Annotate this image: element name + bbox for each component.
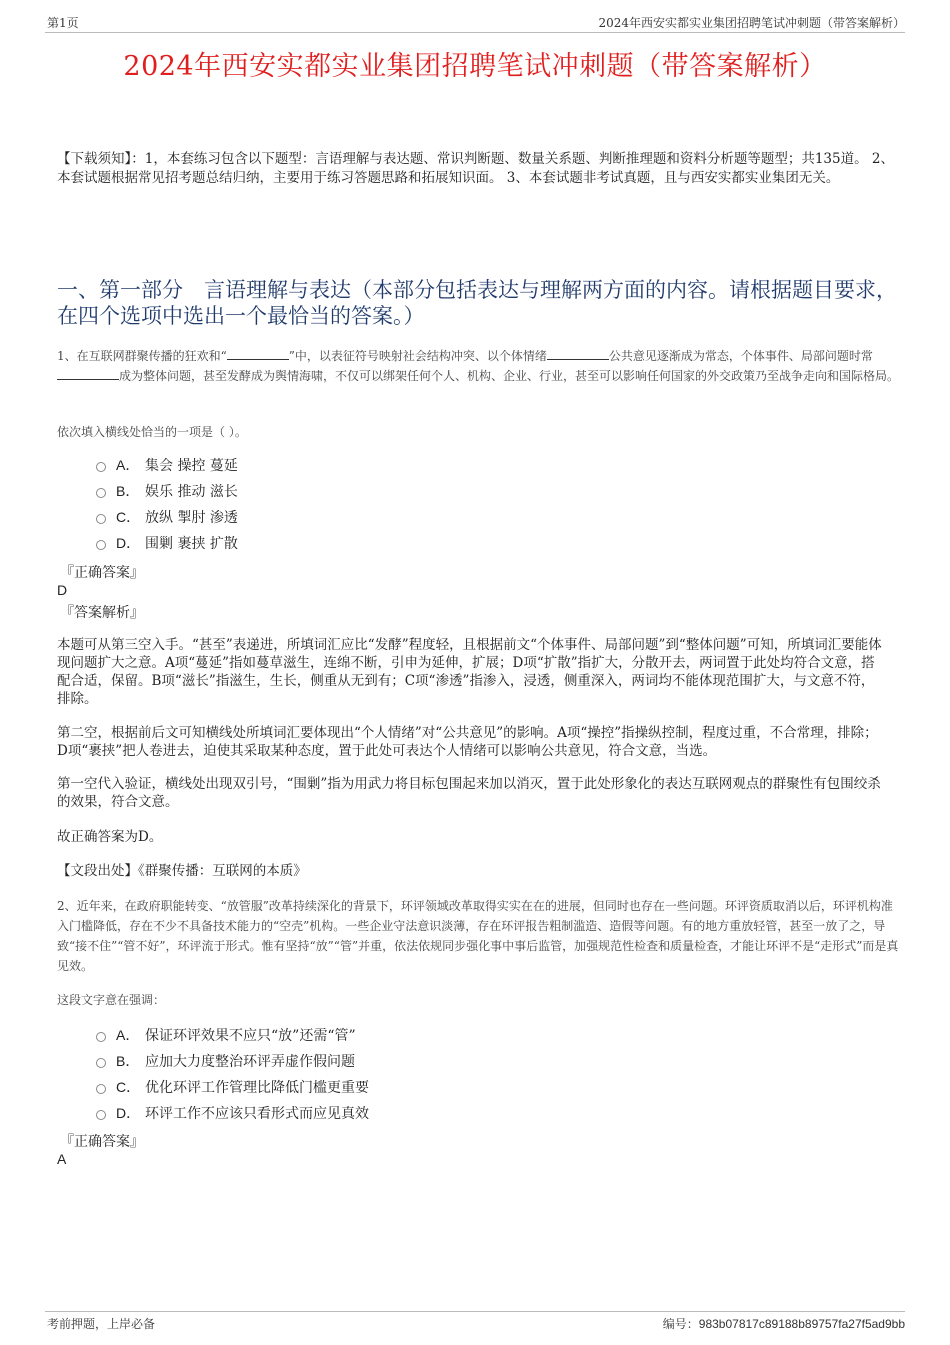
q1-analysis-label: 『答案解析』 (60, 605, 144, 621)
q1-blank-1 (227, 347, 289, 360)
q1-analysis-paragraph: 故正确答案为D。 (57, 829, 163, 845)
q1-answer-label: 『正确答案』 (60, 565, 144, 581)
q1-analysis-paragraph: 第一空代入验证，横线处出现双引号，“围剿”指为用武力将目标包围起来加以消灭，置于此处形象化的表达互联网观点的群聚性有包围绞杀的效果，符合文意。 (57, 776, 881, 810)
radio-icon[interactable] (96, 540, 106, 550)
q2-answer-label: 『正确答案』 (60, 1134, 144, 1150)
q1-text-part4: 成为整体问题，甚至发酵成为舆情海啸，不仅可以绑架任何个人、机构、企业、行业，甚至可以影响任何国家的外交政策乃至战争走向和国际格局。 (119, 369, 900, 383)
section-title: 一、第一部分 言语理解与表达（本部分包括表达与理解两方面的内容。请根据题目要求，在四个选项中选出一个最恰当的答案。） (57, 278, 897, 328)
q2-option-b[interactable]: B． 应加大力度整治环评弄虚作假问题 (96, 1048, 796, 1074)
page-number: 第1页 (47, 16, 79, 30)
q1-option-d[interactable]: D． 围剿 裹挟 扩散 (96, 530, 796, 556)
header-divider (45, 32, 905, 33)
q1-text-part1: 1、在互联网群聚传播的狂欢和“ (57, 349, 227, 363)
q1-analysis-paragraph: 本题可从第三空入手。“甚至”表递进，所填词汇应比“发酵”程度轻，且根据前文“个体事件、局部问题”到“整体问题”可知，所填词汇要能体现问题扩大之意。A项“蔓延”指如蔓草滋生，连绵不断，引申为延伸，扩展；D项“扩散”指扩大，分散开去，两词置于此处均符合文意，搭配合适，保留。B项“滋长”指滋生，生长，侧重从无到有；C项“渗透”指渗入，浸透，侧重深入，两词均不能体现范围扩大，与文意不符，排除。 (57, 637, 882, 707)
footer-divider (45, 1311, 905, 1312)
radio-icon[interactable] (96, 1110, 106, 1120)
q1-text-part3: 公共意见逐渐成为常态，个体事件、局部问题时常 (608, 349, 873, 363)
download-notice: 【下载须知】：1，本套练习包含以下题型：言语理解与表达题、常识判断题、数量关系题、判断推理题和资料分析题等题型；共135道。 2、本套试题根据常见招考题总结归纳，主要用于练习答题思路和拓展知识面。 3、本套试题非考试真题，且与西安实都实业集团无关。 (57, 151, 894, 186)
q1-option-c[interactable]: C． 放纵 掣肘 渗透 (96, 504, 796, 530)
q1-answer-value: D (57, 582, 68, 598)
footer-code: 编号：983b07817c89188b89757fa27f5ad9bb (662, 1317, 905, 1331)
q2-option-d[interactable]: D． 环评工作不应该只看形式而应见真效 (96, 1100, 796, 1126)
q1-blank-2 (547, 347, 609, 360)
footer-slogan: 考前押题，上岸必备 (47, 1317, 156, 1331)
q1-text-part2: ”中，以表征符号映射社会结构冲突、以个体情绪 (288, 349, 547, 363)
question-2-options (96, 1022, 796, 1126)
q2-option-a[interactable]: A． 保证环评效果不应只“放”还需“管” (96, 1022, 796, 1048)
q1-source: 【文段出处】《群聚传播：互联网的本质》 (57, 863, 307, 879)
running-header-title: 2024年西安实都实业集团招聘笔试冲刺题（带答案解析） (598, 16, 905, 30)
q2-option-c[interactable]: C． 优化环评工作管理比降低门槛更重要 (96, 1074, 796, 1100)
question-1-text (57, 346, 900, 386)
question-1-options (96, 452, 796, 556)
q1-analysis-paragraph: 第二空，根据前后文可知横线处所填词汇要体现出“个人情绪”对“公共意见”的影响。A项“操控”指操纵控制，程度过重，不合常理，排除；D项“裹挟”把人卷进去，迫使其采取某种态度，置于此处可表达个人情绪可以影响公共意见，符合文意，当选。 (57, 725, 878, 759)
q1-option-b[interactable]: B． 娱乐 推动 滋长 (96, 478, 796, 504)
radio-icon[interactable] (96, 462, 106, 472)
q1-blank-3 (57, 367, 119, 380)
radio-icon[interactable] (96, 1058, 106, 1068)
radio-icon[interactable] (96, 514, 106, 524)
radio-icon[interactable] (96, 488, 106, 498)
radio-icon[interactable] (96, 1032, 106, 1042)
question-2-prompt: 这段文字意在强调： (57, 993, 166, 1007)
question-1-prompt: 依次填入横线处恰当的一项是（ ）。 (57, 425, 247, 439)
radio-icon[interactable] (96, 1084, 106, 1094)
q1-option-a[interactable]: A． 集会 操控 蔓延 (96, 452, 796, 478)
document-title: 2024年西安实都实业集团招聘笔试冲刺题（带答案解析） (123, 51, 827, 82)
question-2-text: 2、近年来，在政府职能转变、“放管服”改革持续深化的背景下，环评领域改革取得实实在在的进展，但同时也存在一些问题。环评资质取消以后，环评机构准入门槛降低，存在不少不具备技术能力的“空壳”机构。一些企业守法意识淡薄，存在环评报告粗制滥造、造假等问题。有的地方重放轻管，甚至一放了之，导致“接不住”“管不好”，环评流于形式。惟有坚持“放”“管”并重，依法依规同步强化事中事后监管，加强规范性检查和质量检查，才能让环评不是“走形式”而是真见效。 (57, 899, 899, 973)
q2-answer-value: A (57, 1151, 67, 1167)
